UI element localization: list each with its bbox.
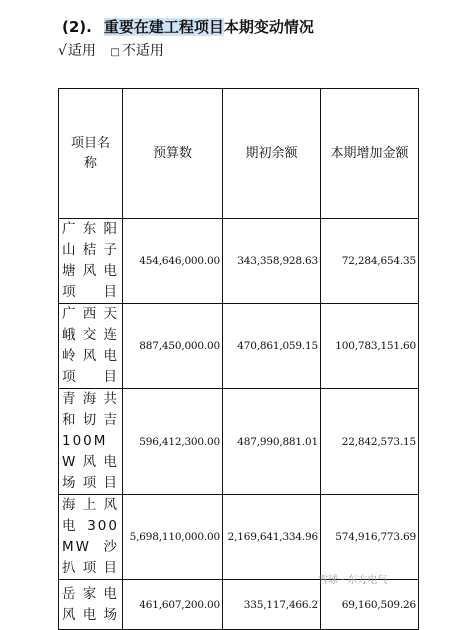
opening-balance-cell: 335,117,466.2 xyxy=(223,580,321,630)
budget-cell: 5,698,110,000.00 xyxy=(123,495,223,580)
project-name-cell: 岳家电风电场 xyxy=(59,580,123,630)
empty-checkbox-icon: □ xyxy=(110,47,120,58)
header-opening-balance: 期初余额 xyxy=(223,89,321,219)
heading-text: 本期变动情况 xyxy=(223,18,314,36)
budget-cell: 454,646,000.00 xyxy=(123,219,223,304)
not-applicable-option xyxy=(110,43,163,59)
project-name-cell: 青海共和切吉100MW风电场项目 xyxy=(59,389,123,495)
header-project-name: 项目名称 xyxy=(59,89,123,219)
budget-cell: 461,607,200.00 xyxy=(123,580,223,630)
project-name-cell: 海上风电300MW沙扒项目 xyxy=(59,495,123,580)
check-mark-icon: √ xyxy=(58,43,67,59)
increase-cell: 100,783,151.60 xyxy=(321,304,419,389)
table-header-row xyxy=(59,89,419,219)
table-row xyxy=(59,580,419,630)
watermark: 雪球 · 东方电气 xyxy=(318,575,388,586)
section-heading xyxy=(62,16,314,37)
heading-highlighted-text: 重要在建工程项目 xyxy=(103,18,224,36)
table-row xyxy=(59,219,419,304)
not-applicable-label: 不适用 xyxy=(121,43,164,59)
project-name-cell: 广东阳山桔子塘风电项目 xyxy=(59,219,123,304)
applicable-option xyxy=(58,43,96,59)
table-row xyxy=(59,389,419,495)
increase-cell: 72,284,654.35 xyxy=(321,219,419,304)
applicable-label: 适用 xyxy=(67,43,96,59)
heading-number: (2). xyxy=(62,18,92,36)
applicability-line xyxy=(58,40,164,60)
opening-balance-cell: 470,861,059.15 xyxy=(223,304,321,389)
header-current-increase: 本期增加金额 xyxy=(321,89,419,219)
table-row xyxy=(59,495,419,580)
increase-cell: 22,842,573.15 xyxy=(321,389,419,495)
opening-balance-cell: 343,358,928.63 xyxy=(223,219,321,304)
header-budget: 预算数 xyxy=(123,89,223,219)
budget-cell: 887,450,000.00 xyxy=(123,304,223,389)
budget-cell: 596,412,300.00 xyxy=(123,389,223,495)
increase-cell: 69,160,509.26 xyxy=(321,580,419,630)
opening-balance-cell: 2,169,641,334.96 xyxy=(223,495,321,580)
construction-projects-table xyxy=(58,88,419,630)
increase-cell: 574,916,773.69 xyxy=(321,495,419,580)
project-name-cell: 广西天峨交连岭风电项目 xyxy=(59,304,123,389)
opening-balance-cell: 487,990,881.01 xyxy=(223,389,321,495)
table-row xyxy=(59,304,419,389)
